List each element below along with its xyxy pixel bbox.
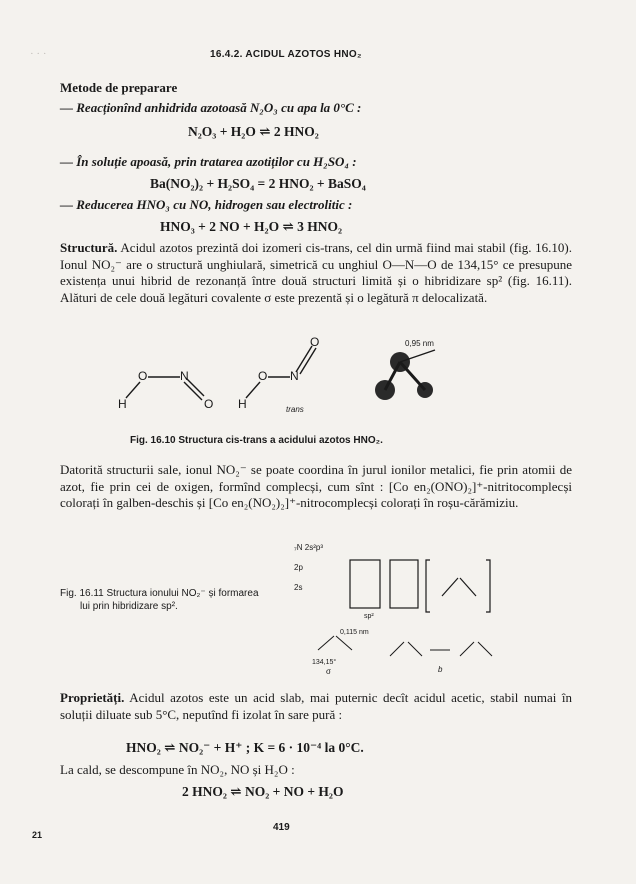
page-number: 419 <box>273 822 290 833</box>
equation-1: N₂O₃ + H₂O ⇌ 2 HNO₂ <box>188 124 319 139</box>
atom-o: O <box>258 369 268 383</box>
equation-2: Ba(NO₂)₂ + H₂SO₄ = 2 HNO₂ + BaSO₄ <box>150 176 366 191</box>
properties-paragraph <box>60 690 572 723</box>
equation-4: HNO₂ ⇌ NO₂⁻ + H⁺ ; K = 6 · 10⁻⁴ la 0°C. <box>126 740 364 755</box>
structure-text: Acidul azotos prezintă doi izomeri cis-trans, cel din urmă fiind mai stabil (fig. 16.10). Ionul NO₂⁻ are o structură unghiulară, simetrică cu unghiul O—N—O de 134,15° ce presupune existența unui hibrid de rezonanță între două structuri limită și o hibridizare sp² (fig. 16.11). Alături de cele două legături covalente σ este prezentă și o legătură π delocalizată. <box>60 240 572 305</box>
no2-bracket <box>426 560 490 612</box>
equation-3: HNO₃ + 2 NO + H₂O ⇌ 3 HNO₂ <box>160 219 343 234</box>
heat-text: La cald, se descompune în NO₂, NO și H₂O : <box>60 762 295 777</box>
figure-16-10 <box>100 332 520 432</box>
structure-lead: Structură. <box>60 240 118 255</box>
figure-16-11-caption-1: Fig. 16.11 Structura ionului NO₂⁻ și formarea <box>60 588 259 599</box>
b-label: b <box>438 665 443 674</box>
bond <box>400 362 425 390</box>
properties-lead: Proprietăți. <box>60 690 125 705</box>
atom-n: N <box>180 369 189 383</box>
atom-o: O <box>310 335 320 349</box>
sigma-label: σ <box>326 667 331 676</box>
bond <box>246 382 260 398</box>
equation-5: 2 HNO₂ ⇌ NO₂ + NO + H₂O <box>182 784 344 799</box>
figure-16-10-caption: Fig. 16.10 Structura cis-trans a acidului azotos HNO₂. <box>130 435 383 446</box>
angle-label: 134,15° <box>312 659 337 666</box>
orbital-grid <box>350 560 418 620</box>
method-1: — Reacționînd anhidrida azotoasă N₂O₃ cu apa la 0°C : <box>60 100 362 115</box>
row-2s-label: 2s <box>294 583 303 592</box>
no2-angle-diagram <box>312 629 369 676</box>
structure-paragraph <box>60 240 572 306</box>
trans-label: trans <box>286 405 304 414</box>
prep-title: Metode de preparare <box>60 80 178 95</box>
bleed-through: · · · <box>30 48 47 60</box>
properties-text: Acidul azotos este un acid slab, mai puternic decît acidul acetic, stabil numai în soluții diluate sub 5°C, neputînd fi izolat în sare pură : <box>60 690 572 722</box>
method-2: — În soluție apoasă, prin tratarea azotiților cu H₂SO₄ : <box>60 154 357 169</box>
signature-mark: 21 <box>32 830 43 840</box>
row-2p-label: 2p <box>294 563 303 572</box>
method-3: — Reducerea HNO₃ cu NO, hidrogen sau electrolitic : <box>60 197 353 212</box>
distance-label: 0,115 nm <box>340 629 369 636</box>
sp2-label: sp² <box>364 613 374 620</box>
atom-h: H <box>238 397 247 411</box>
resonance-structures <box>390 642 492 674</box>
config-label: ₇N 2s²p³ <box>294 543 323 552</box>
coordination-paragraph: Datorită structurii sale, ionul NO₂⁻ se poate coordina în jurul ionilor metalici, fie prin atomii de azot, fie prin cei de oxigen, formînd complecși, cum sînt : [Co en₂(ONO)₂]⁺-nitritocomplecși colorați în galben-deschis și [Co en₂(NO₂)₂]⁺-nitrocomplecși colorați în roșu-cărămiziu. <box>60 462 572 510</box>
atom-n: N <box>290 369 299 383</box>
bond <box>126 382 140 398</box>
bond-length-label: 0,95 nm <box>405 339 434 348</box>
atom-h: H <box>118 397 127 411</box>
figure-16-11-caption-2: lui prin hibridizare sp². <box>80 601 178 612</box>
atom-o: O <box>138 369 148 383</box>
atom-o: O <box>204 397 214 411</box>
section-header: 16.4.2. ACIDUL AZOTOS HNO₂ <box>210 49 362 60</box>
figure-16-11 <box>290 538 530 678</box>
